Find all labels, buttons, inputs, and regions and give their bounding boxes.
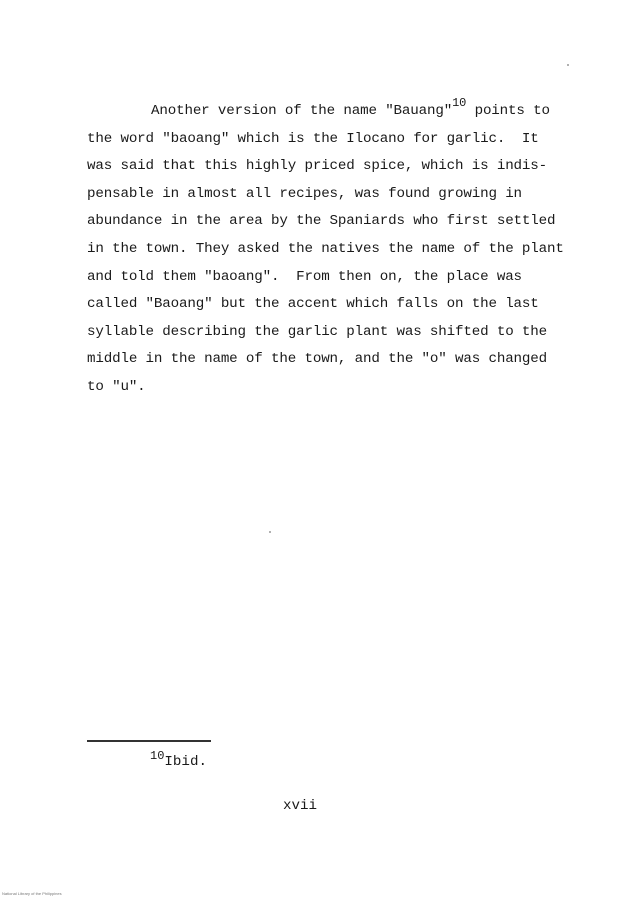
paragraph-line (87, 98, 567, 126)
paragraph-line: and told them "baoang". From then on, the place was (87, 268, 522, 285)
library-imprint: National Library of the Philippines (2, 891, 62, 896)
paragraph-line-text: Another version of the name "Bauang" (151, 103, 453, 119)
footnote (150, 749, 207, 770)
footnote-text: Ibid. (164, 754, 207, 770)
paragraph-line: pensable in almost all recipes, was found growing in (87, 185, 522, 202)
footnote-number: 10 (150, 749, 165, 763)
paragraph-line: was said that this highly priced spice, which is indis- (87, 158, 548, 175)
paragraph-line-text: points to (466, 103, 550, 119)
footnote-reference[interactable]: 10 (452, 96, 467, 110)
paragraph-line: the word "baoang" which is the Ilocano for garlic. It (87, 130, 539, 147)
paragraph-line: abundance in the area by the Spaniards who first settled (87, 213, 556, 230)
paragraph-line: syllable describing the garlic plant was shifted to the (87, 323, 548, 340)
footnote-divider (87, 740, 211, 742)
paragraph-line: called "Baoang" but the accent which falls on the last (87, 296, 539, 313)
scan-speck (567, 64, 569, 66)
scan-speck (269, 531, 271, 533)
paragraph-line: in the town. They asked the natives the name of the plant (87, 240, 564, 257)
page-number: xvii (283, 798, 318, 814)
body-paragraph (87, 98, 567, 402)
paragraph-line: to "u". (87, 378, 146, 395)
paragraph-line: middle in the name of the town, and the "o" was changed (87, 351, 548, 368)
